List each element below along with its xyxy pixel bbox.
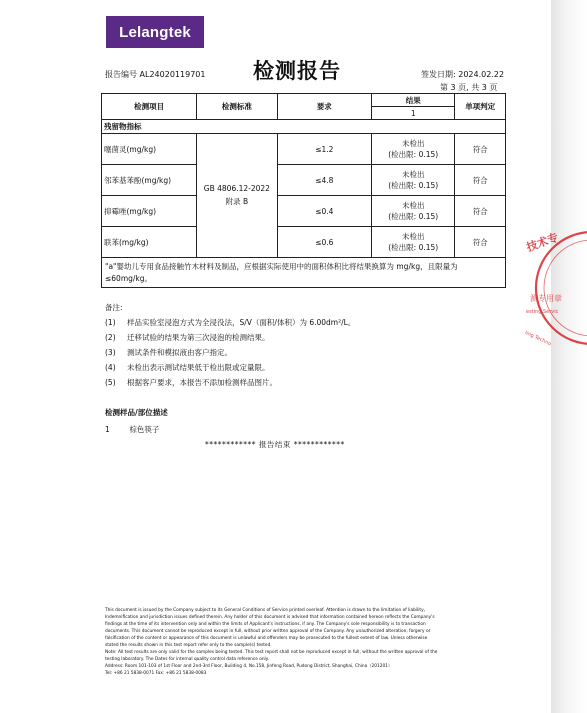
official-seal	[522, 228, 587, 348]
standard-appendix: 附录 B	[225, 197, 249, 206]
company-logo	[106, 16, 204, 48]
note-text: 迁移试验的结果为第三次浸泡的检测结果。	[127, 333, 270, 342]
issue-date: 签发日期: 2024.02.22	[421, 70, 505, 79]
page-title: 检测报告	[253, 59, 341, 83]
sample-row	[105, 424, 159, 435]
sample-title: 检测样品/部位描述	[105, 408, 168, 417]
row-judgement: 符合	[455, 165, 506, 196]
note-item	[105, 315, 355, 330]
page-number: 第 3 页, 共 3 页	[440, 83, 498, 92]
row-result	[372, 134, 455, 165]
note-number: (1)	[105, 318, 116, 327]
footer-line: stated the results shown in this test report refer only to the sample(s) tested.	[105, 643, 272, 648]
row-judgement: 符合	[455, 196, 506, 227]
note-text: 根据客户要求，本报告不添加检测样品图片。	[127, 378, 277, 387]
footer-line: Indemnification and jurisdiction issues defined therein. Any holder of this document is advised that information contained hereon reflects the Company's	[105, 615, 435, 620]
row-item: 噻菌灵(mg/kg)	[102, 134, 197, 165]
result-text: 未检出	[401, 232, 425, 241]
footer-line: Tel: +86 21 5838-0071 Fax: +86 21 5838-0083	[105, 671, 207, 676]
header-standard: 检测标准	[197, 94, 277, 120]
footer-line: falsification of the content or appearance of this document is unlawful and offenders may be prosecuted to the fullest extent of law. Unless otherwise	[105, 636, 428, 641]
row-requirement: ≤4.8	[277, 165, 372, 196]
note-number: (2)	[105, 333, 116, 342]
result-limit: (检出限: 0.15)	[388, 243, 439, 252]
note-number: (4)	[105, 363, 116, 372]
notes-section	[105, 300, 355, 390]
note-text: 未检出表示测试结果低于检出限或定量限。	[127, 363, 270, 372]
table-row	[102, 134, 506, 165]
logo-text: Lelangtek	[119, 23, 191, 41]
section-title: 残留物指标	[102, 120, 506, 134]
footer-line: Address: Room 101-103 of 1st Floor and 2nd-3rd Floor, Building 4, No.158, Jinfeng Road, Pudong District, Shanghai, China（201201）	[105, 664, 393, 669]
row-result	[372, 227, 455, 258]
note-item	[105, 360, 355, 375]
note-number: (3)	[105, 348, 116, 357]
footer-line: documents. This document cannot be reproduced except in full, without prior written approval of the Company. Any unauthorized alteration, forgery or	[105, 629, 431, 634]
table-footnote: "a"婴幼儿专用食品接触竹木材料及制品，应根据实际使用中的面积体积比将结果换算为 mg/kg，且限量为≤60mg/kg。	[102, 258, 506, 288]
table-row	[102, 227, 506, 258]
result-text: 未检出	[401, 139, 425, 148]
header-judgement: 单项判定	[455, 94, 506, 120]
result-limit: (检出限: 0.15)	[388, 150, 439, 159]
row-requirement: ≤0.6	[277, 227, 372, 258]
header-result-no: 1	[372, 107, 455, 120]
result-limit: (检出限: 0.15)	[388, 212, 439, 221]
seal-text: 测专用章	[530, 294, 562, 303]
row-item: 抑霉唑(mg/kg)	[102, 196, 197, 227]
result-text: 未检出	[401, 201, 425, 210]
sample-index: 1	[105, 425, 110, 434]
seal-text: esting Servic	[526, 309, 559, 315]
footer-line: Note: All test results are only valid for the samples being tested. This test report shall not be reproduced except in full, without the written approval of the	[105, 650, 438, 655]
row-result	[372, 196, 455, 227]
result-limit: (检出限: 0.15)	[388, 181, 439, 190]
row-result	[372, 165, 455, 196]
row-judgement: 符合	[455, 227, 506, 258]
page-edge-shadow	[551, 0, 587, 713]
note-item	[105, 345, 355, 360]
sample-desc: 棕色筷子	[129, 425, 160, 434]
table-row	[102, 196, 506, 227]
result-text: 未检出	[401, 170, 425, 179]
row-requirement: ≤0.4	[277, 196, 372, 227]
footer-disclaimer	[105, 607, 503, 677]
footer-line: testing laboratory. The Dates for internal quality control data reference only.	[105, 657, 270, 662]
row-judgement: 符合	[455, 134, 506, 165]
footer-line: This document is issued by the Company subject to its General Conditions of Service printed overleaf. Attention is drawn to the limitation of liability,	[105, 608, 426, 613]
note-item	[105, 330, 355, 345]
note-text: 样品实验室浸泡方式为全浸没法，S/V（面积/体积）为 6.00dm²/L。	[127, 318, 356, 327]
standard-cell	[197, 134, 277, 258]
seal-text: 技术专	[524, 230, 561, 255]
report-number: 报告编号 AL24020119701	[105, 70, 206, 79]
results-table	[101, 93, 506, 288]
notes-label: 备注:	[105, 303, 123, 312]
header-result: 结果	[372, 94, 455, 107]
row-item: 邻苯基苯酚(mg/kg)	[102, 165, 197, 196]
header-item: 检测项目	[102, 94, 197, 120]
seal-text: ling Techno	[523, 329, 552, 348]
standard-value: GB 4806.12-2022	[203, 184, 270, 193]
footer-line: findings at the time of its intervention only and within the limits of Applicant's instructions, if any. The Company's sole responsibility is to transaction	[105, 622, 426, 627]
note-item	[105, 375, 355, 390]
header-requirement: 要求	[277, 94, 372, 120]
row-requirement: ≤1.2	[277, 134, 372, 165]
row-item: 联苯(mg/kg)	[102, 227, 197, 258]
report-end-line: ************ 报告结束 ************	[205, 440, 345, 449]
note-number: (5)	[105, 378, 116, 387]
seal-icon	[522, 228, 587, 348]
note-text: 测试条件和模拟液由客户指定。	[127, 348, 232, 357]
table-row	[102, 165, 506, 196]
